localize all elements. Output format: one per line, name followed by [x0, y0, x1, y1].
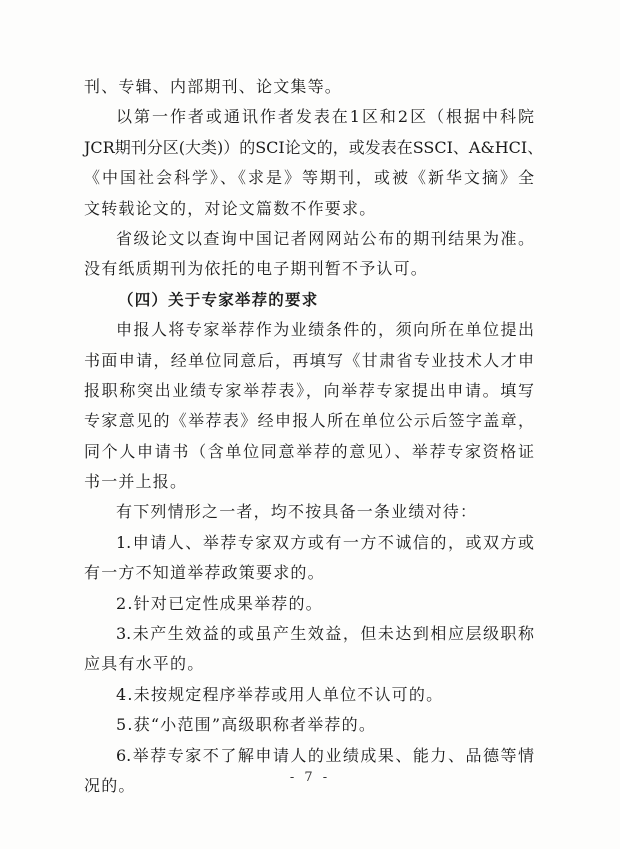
text-line: 6.举荐专家不了解申请人的业绩成果、能力、品德等情: [116, 745, 534, 765]
text-line: 刊、专辑、内部期刊、论文集等。: [84, 77, 343, 96]
text-line: 2.针对已定性成果举荐的。: [116, 593, 323, 613]
text-line: 专家意见的《举荐表》经申报人所在单位公示后签字盖章，: [84, 411, 534, 431]
section-heading: （四）关于专家举荐的要求: [118, 290, 319, 309]
text-line: 《中国社会科学》、《求是》等期刊，或被《新华文摘》全: [84, 168, 534, 188]
text-line: 5.获“小范围”高级职称者举荐的。: [116, 715, 377, 735]
document-body: [84, 72, 544, 801]
text-line: 以第一作者或通讯作者发表在1区和2区（根据中科院: [116, 107, 534, 127]
text-line: 1.申请人、举荐专家双方或有一方不诚信的，或双方或: [116, 532, 534, 552]
text-line: 文转载论文的，对论文篇数不作要求。: [84, 198, 377, 218]
text-line: 没有纸质期刊为依托的电子期刊暂不予认可。: [84, 259, 429, 279]
text-line: 应具有水平的。: [84, 654, 205, 674]
text-line: 4.未按规定程序举荐或用人单位不认可的。: [116, 684, 444, 704]
text-line: 书一并上报。: [84, 472, 188, 492]
text-line: 3.未产生效益的或虽产生效益，但未达到相应层级职称: [116, 624, 534, 644]
text-line: 省级论文以查询中国记者网网站公布的期刊结果为准。: [116, 228, 534, 248]
text-line: 同个人申请书（含单位同意举荐的意见）、举荐专家资格证: [84, 441, 534, 461]
text-line: 申报人将专家举荐作为业绩条件的，须向所在单位提出: [116, 320, 534, 340]
text-line: JCR期刊分区(大类)）的SCI论文的，或发表在SSCI、A&HCI、: [84, 137, 544, 157]
text-line: 有下列情形之一者，均不按具备一条业绩对待：: [116, 502, 478, 522]
text-line: 有一方不知道举荐政策要求的。: [84, 563, 325, 583]
page-number: - 7 -: [289, 770, 331, 785]
text-line: 报职称突出业绩专家举荐表》，向举荐专家提出申请。填写: [84, 380, 534, 400]
text-line: 况的。: [84, 775, 136, 795]
text-line: 书面申请，经单位同意后，再填写《甘肃省专业技术人才申: [84, 350, 534, 370]
